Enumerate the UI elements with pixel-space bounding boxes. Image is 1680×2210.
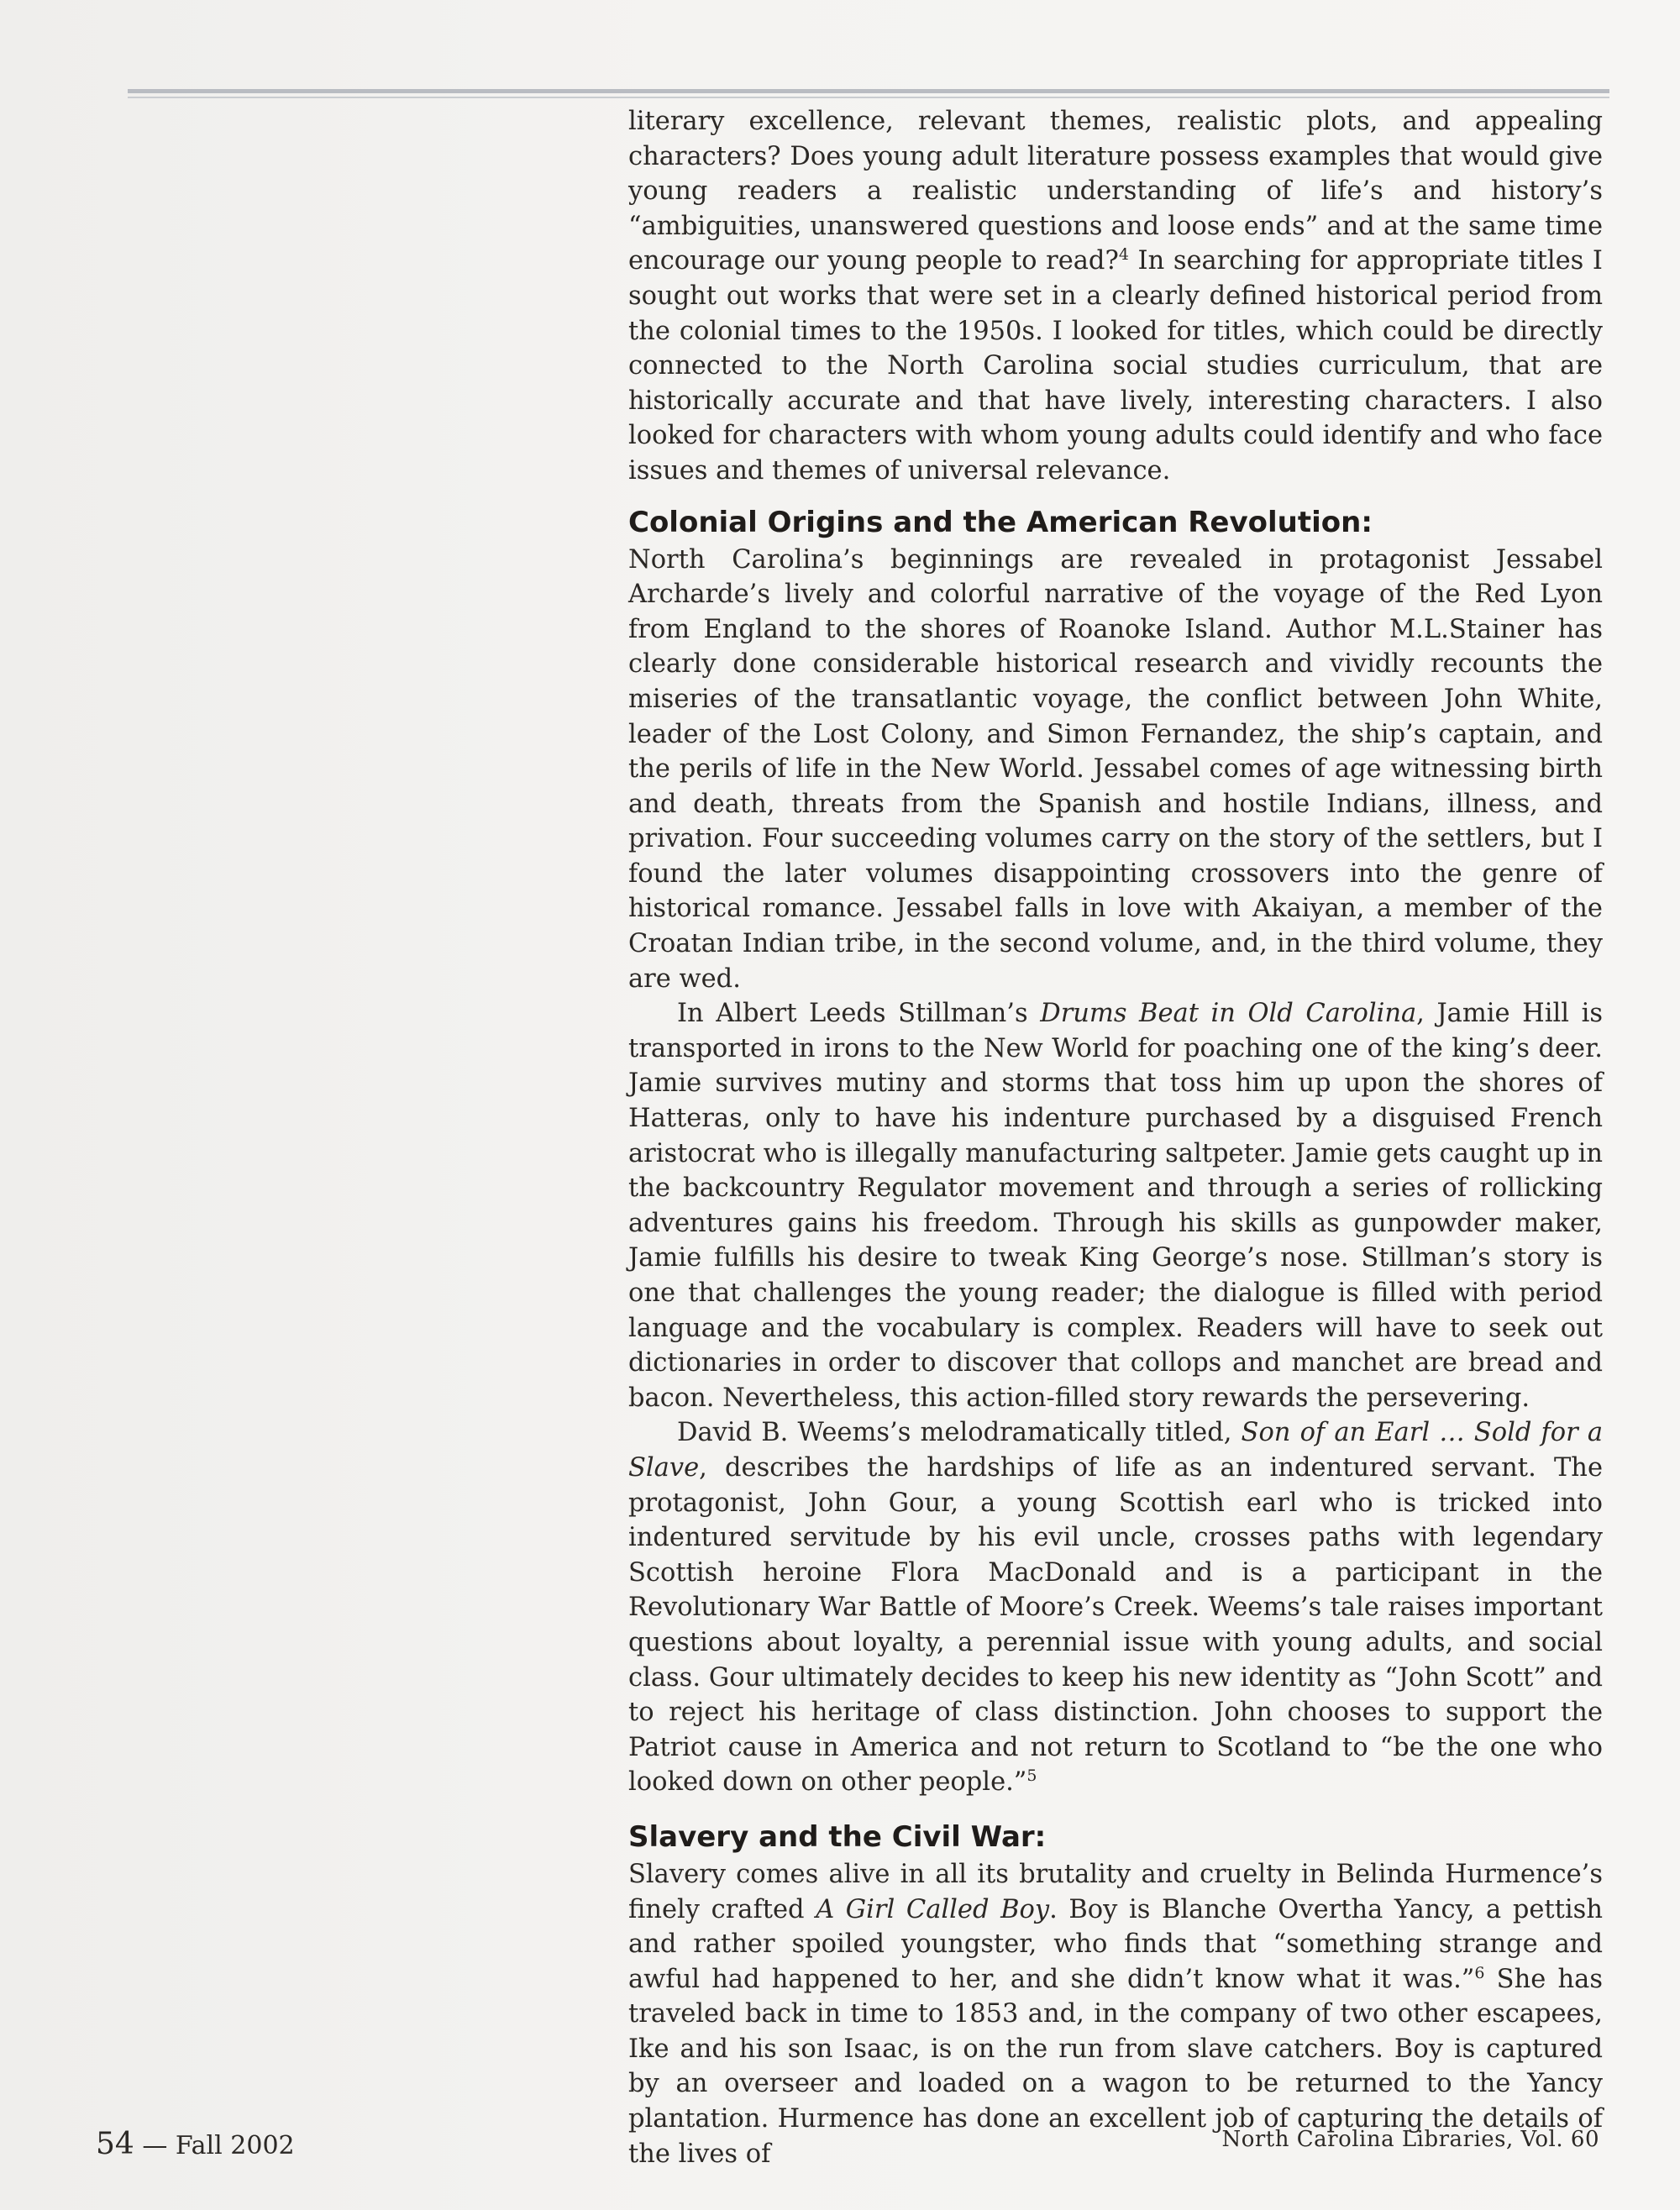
intro-paragraph: literary excellence, relevant themes, realistic plots, and appealing characters? Does young adult literature possess examples that would give young readers a realistic understanding of life’s and history’s “ambiguities, unanswered questions and loose ends” and at the same time encourage our young people to read?$^4$ In searching for appropriate titles I sought out works that were set in a clearly defined historical period from the colonial times to the 1950s. I looked for titles, which could be directly connected to the North Carolina social studies curriculum, that are historically accurate and that have lively, interesting characters. I also looked for characters with whom young adults could identify and who face issues and themes of universal relevance. xyxy=(628,107,1603,486)
paragraph-stillman: In Albert Leeds Stillman’s Drums Beat in Old Carolina, Jamie Hill is transported in irons to the New World for poaching one of the king’s deer. Jamie survives mutiny and storms that toss him up upon the shores of Hatteras, only to have his indenture purchased by a disguised French aristocrat who is illegally manufacturing saltpeter. Jamie gets caught up in the backcountry Regulator movement and through a series of rollicking adventures gains his freedom. Through his skills as gunpowder maker, Jamie fulfills his desire to tweak King George’s nose. Stillman’s story is one that challenges the young reader; the dialogue is filled with period language and the vocabulary is complex. Readers will have to seek out dictionaries in order to discover that collops and manchet are bread and bacon. Nevertheless, this action-filled story rewards the persevering. xyxy=(628,999,1603,1413)
footer-left xyxy=(96,2127,295,2161)
paragraph-weems: David B. Weems’s melodramatically titled, Son of an Earl … Sold for a Slave, describes the hardships of life as an indentured servant. The protagonist, John Gour, a young Scottish earl who is tricked into indentured servitude by his evil uncle, crosses paths with legendary Scottish heroine Flora MacDonald and is a participant in the Revolutionary War Battle of Moore’s Creek. Weems’s tale raises important questions about loyalty, a perennial issue with young adults, and social class. Gour ultimately decides to keep his new identity as “John Scott” and to reject his heritage of class distinction. John chooses to support the Patriot cause in America and not return to Scotland to “be the one who looked down on other people.”$^5$ xyxy=(628,1418,1604,1798)
header-rule xyxy=(128,89,1609,93)
footnote-ref: 4 xyxy=(1118,245,1129,265)
book-title: Drums Beat in Old Carolina xyxy=(1040,999,1417,1029)
section-heading-slavery: Slavery and the Civil War: xyxy=(628,1819,1047,1854)
paragraph-hurmence: Slavery comes alive in all its brutality and cruelty in Belinda Hurmence’s finely crafted A Girl Called Boy. Boy is Blanche Overtha Yancy, a pettish and rather spoiled youngster, who finds that “something strange and awful had happened to her, and she didn’t know what it was.”$^6$ She has traveled back in time to 1853 and, in the company of two other escapees, Ike and his son Isaac, is on the run from slave catchers. Boy is captured by an overseer and loaded on a wagon to be returned to the Yancy plantation. Hurmence has done an excellent job of capturing the details of the lives of xyxy=(628,1859,1603,2169)
header-rule-thin xyxy=(128,97,1609,98)
article-column xyxy=(628,104,1603,2171)
page-number: 54 xyxy=(96,2127,134,2161)
book-title: A Girl Called Boy xyxy=(816,1894,1050,1924)
section-heading-colonial: Colonial Origins and the American Revolution: xyxy=(628,505,1373,539)
footer-separator: — xyxy=(134,2131,176,2160)
footer-journal: North Carolina Libraries, Vol. 60 xyxy=(1221,2127,1599,2152)
footnote-ref: 6 xyxy=(1474,1963,1485,1982)
footnote-ref: 5 xyxy=(1026,1766,1037,1786)
paragraph-stainer: North Carolina’s beginnings are revealed in protagonist Jessabel Archarde’s lively and colorful narrative of the voyage of the Red Lyon from England to the shores of Roanoke Island. Author M.L.Stainer has clearly done considerable historical research and vividly recounts the miseries of the transatlantic voyage, the conflict between John White, leader of the Lost Colony, and Simon Fernandez, the ship’s captain, and the perils of life in the New World. Jessabel comes of age witnessing birth and death, threats from the Spanish and hostile Indians, illness, and privation. Four succeeding volumes carry on the story of the settlers, but I found the later volumes disappointing crossovers into the genre of historical romance. Jessabel falls in love with Akaiyan, a member of the Croatan Indian tribe, in the second volume, and, in the third volume, they are wed. xyxy=(628,544,1603,994)
book-title: Son of an Earl … Sold for a Slave xyxy=(628,1418,1604,1483)
issue-label: Fall 2002 xyxy=(175,2131,295,2160)
